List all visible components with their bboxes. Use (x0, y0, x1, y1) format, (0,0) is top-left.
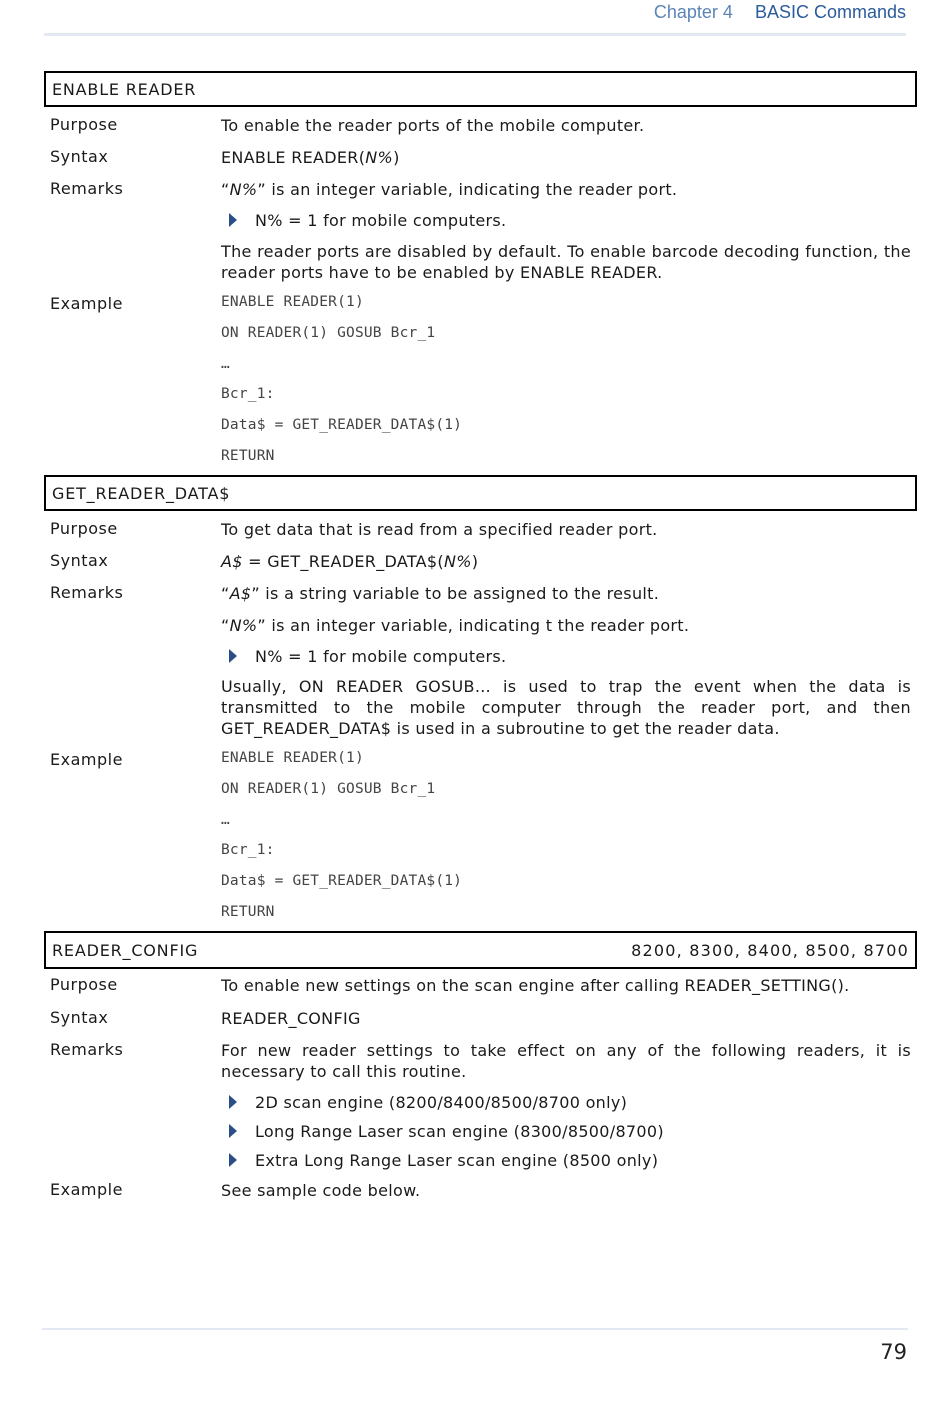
code-line: ON READER(1) GOSUB Bcr_1 (221, 325, 436, 341)
purpose-text: To enable new settings on the scan engine after calling READER_SETTING(). (221, 976, 850, 995)
remark-bullet: Long Range Laser scan engine (8300/8500/8700) (221, 1121, 911, 1150)
remarks-label: Remarks (50, 583, 124, 602)
code-line: RETURN (221, 448, 275, 464)
purpose-row (44, 519, 917, 551)
remark-bullet: 2D scan engine (8200/8400/8500/8700 only) (221, 1092, 911, 1121)
section-title: READER_CONFIG 8200, 8300, 8400, 8500, 8700 (44, 931, 917, 969)
remark-text: “N%” is an integer variable, indicating t the reader port. (221, 616, 690, 635)
example-label: Example (50, 294, 123, 313)
chapter-title: BASIC Commands (754, 2, 906, 22)
purpose-text: To get data that is read from a specified reader port. (221, 520, 658, 539)
remarks-label: Remarks (50, 179, 124, 198)
remark-text: Usually, ON READER GOSUB… is used to trap the event when the data is transmitted to the mobile computer through the reader port, and then GET_READER_DATA$ is used in a subroutine to get the reader data. (221, 677, 911, 738)
example-row (44, 748, 917, 923)
section-title: ENABLE READER (44, 71, 917, 107)
code-line: Bcr_1: (221, 842, 275, 858)
remark-text: For new reader settings to take effect on any of the following readers, it is necessary to call this routine. (221, 1041, 911, 1081)
bullet-arrow-icon (229, 1124, 237, 1138)
syntax-label: Syntax (50, 1008, 109, 1027)
chapter-label: Chapter 4 (653, 2, 733, 22)
supported-models: 8200, 8300, 8400, 8500, 8700 (631, 940, 909, 960)
code-line: ENABLE READER(1) (221, 294, 364, 310)
syntax-row (44, 551, 917, 583)
syntax-text: A$ = GET_READER_DATA$(N%) (221, 552, 479, 571)
remark-bullet: Extra Long Range Laser scan engine (8500 only) (221, 1150, 911, 1180)
code-line: RETURN (221, 904, 275, 920)
remark-text: “A$” is a string variable to be assigned to the result. (221, 584, 660, 603)
remark-bullet: N% = 1 for mobile computers. (221, 646, 911, 676)
remarks-row (44, 583, 917, 748)
section-get-reader-data (44, 475, 917, 923)
remark-bullet: N% = 1 for mobile computers. (221, 210, 911, 241)
purpose-row (44, 115, 917, 147)
example-text: See sample code below. (221, 1181, 421, 1200)
code-line: … (221, 356, 230, 372)
bullet-arrow-icon (229, 1095, 237, 1109)
page-number: 79 (880, 1340, 907, 1364)
purpose-label: Purpose (50, 115, 118, 134)
purpose-text: To enable the reader ports of the mobile computer. (221, 116, 645, 135)
example-row (44, 1180, 917, 1201)
header-divider (44, 33, 906, 36)
remark-text: The reader ports are disabled by default. To enable barcode decoding function, the reader ports have to be enabled by ENABLE READER. (221, 242, 911, 282)
example-label: Example (50, 750, 123, 769)
bullet-arrow-icon (229, 1153, 237, 1167)
remarks-row (44, 179, 917, 292)
remarks-label: Remarks (50, 1040, 124, 1059)
section-enable-reader (44, 71, 917, 467)
footer-divider (42, 1328, 908, 1330)
syntax-label: Syntax (50, 551, 109, 570)
syntax-text: ENABLE READER(N%) (221, 148, 400, 167)
example-label: Example (50, 1180, 123, 1199)
bullet-arrow-icon (229, 213, 237, 227)
bullet-arrow-icon (229, 649, 237, 663)
remark-text: “N%” is an integer variable, indicating the reader port. (221, 180, 678, 199)
code-line: Data$ = GET_READER_DATA$(1) (221, 873, 463, 889)
purpose-row (44, 975, 917, 1008)
section-reader-config (44, 931, 917, 1201)
example-row (44, 292, 917, 467)
code-line: Data$ = GET_READER_DATA$(1) (221, 417, 463, 433)
syntax-row (44, 147, 917, 179)
page-header (654, 2, 906, 23)
remarks-row (44, 1040, 917, 1180)
code-line: ON READER(1) GOSUB Bcr_1 (221, 781, 436, 797)
purpose-label: Purpose (50, 975, 118, 994)
syntax-text: READER_CONFIG (221, 1009, 361, 1028)
syntax-label: Syntax (50, 147, 109, 166)
code-line: ENABLE READER(1) (221, 750, 364, 766)
code-line: … (221, 812, 230, 828)
purpose-label: Purpose (50, 519, 118, 538)
syntax-row (44, 1008, 917, 1040)
code-line: Bcr_1: (221, 386, 275, 402)
section-title: GET_READER_DATA$ (44, 475, 917, 511)
